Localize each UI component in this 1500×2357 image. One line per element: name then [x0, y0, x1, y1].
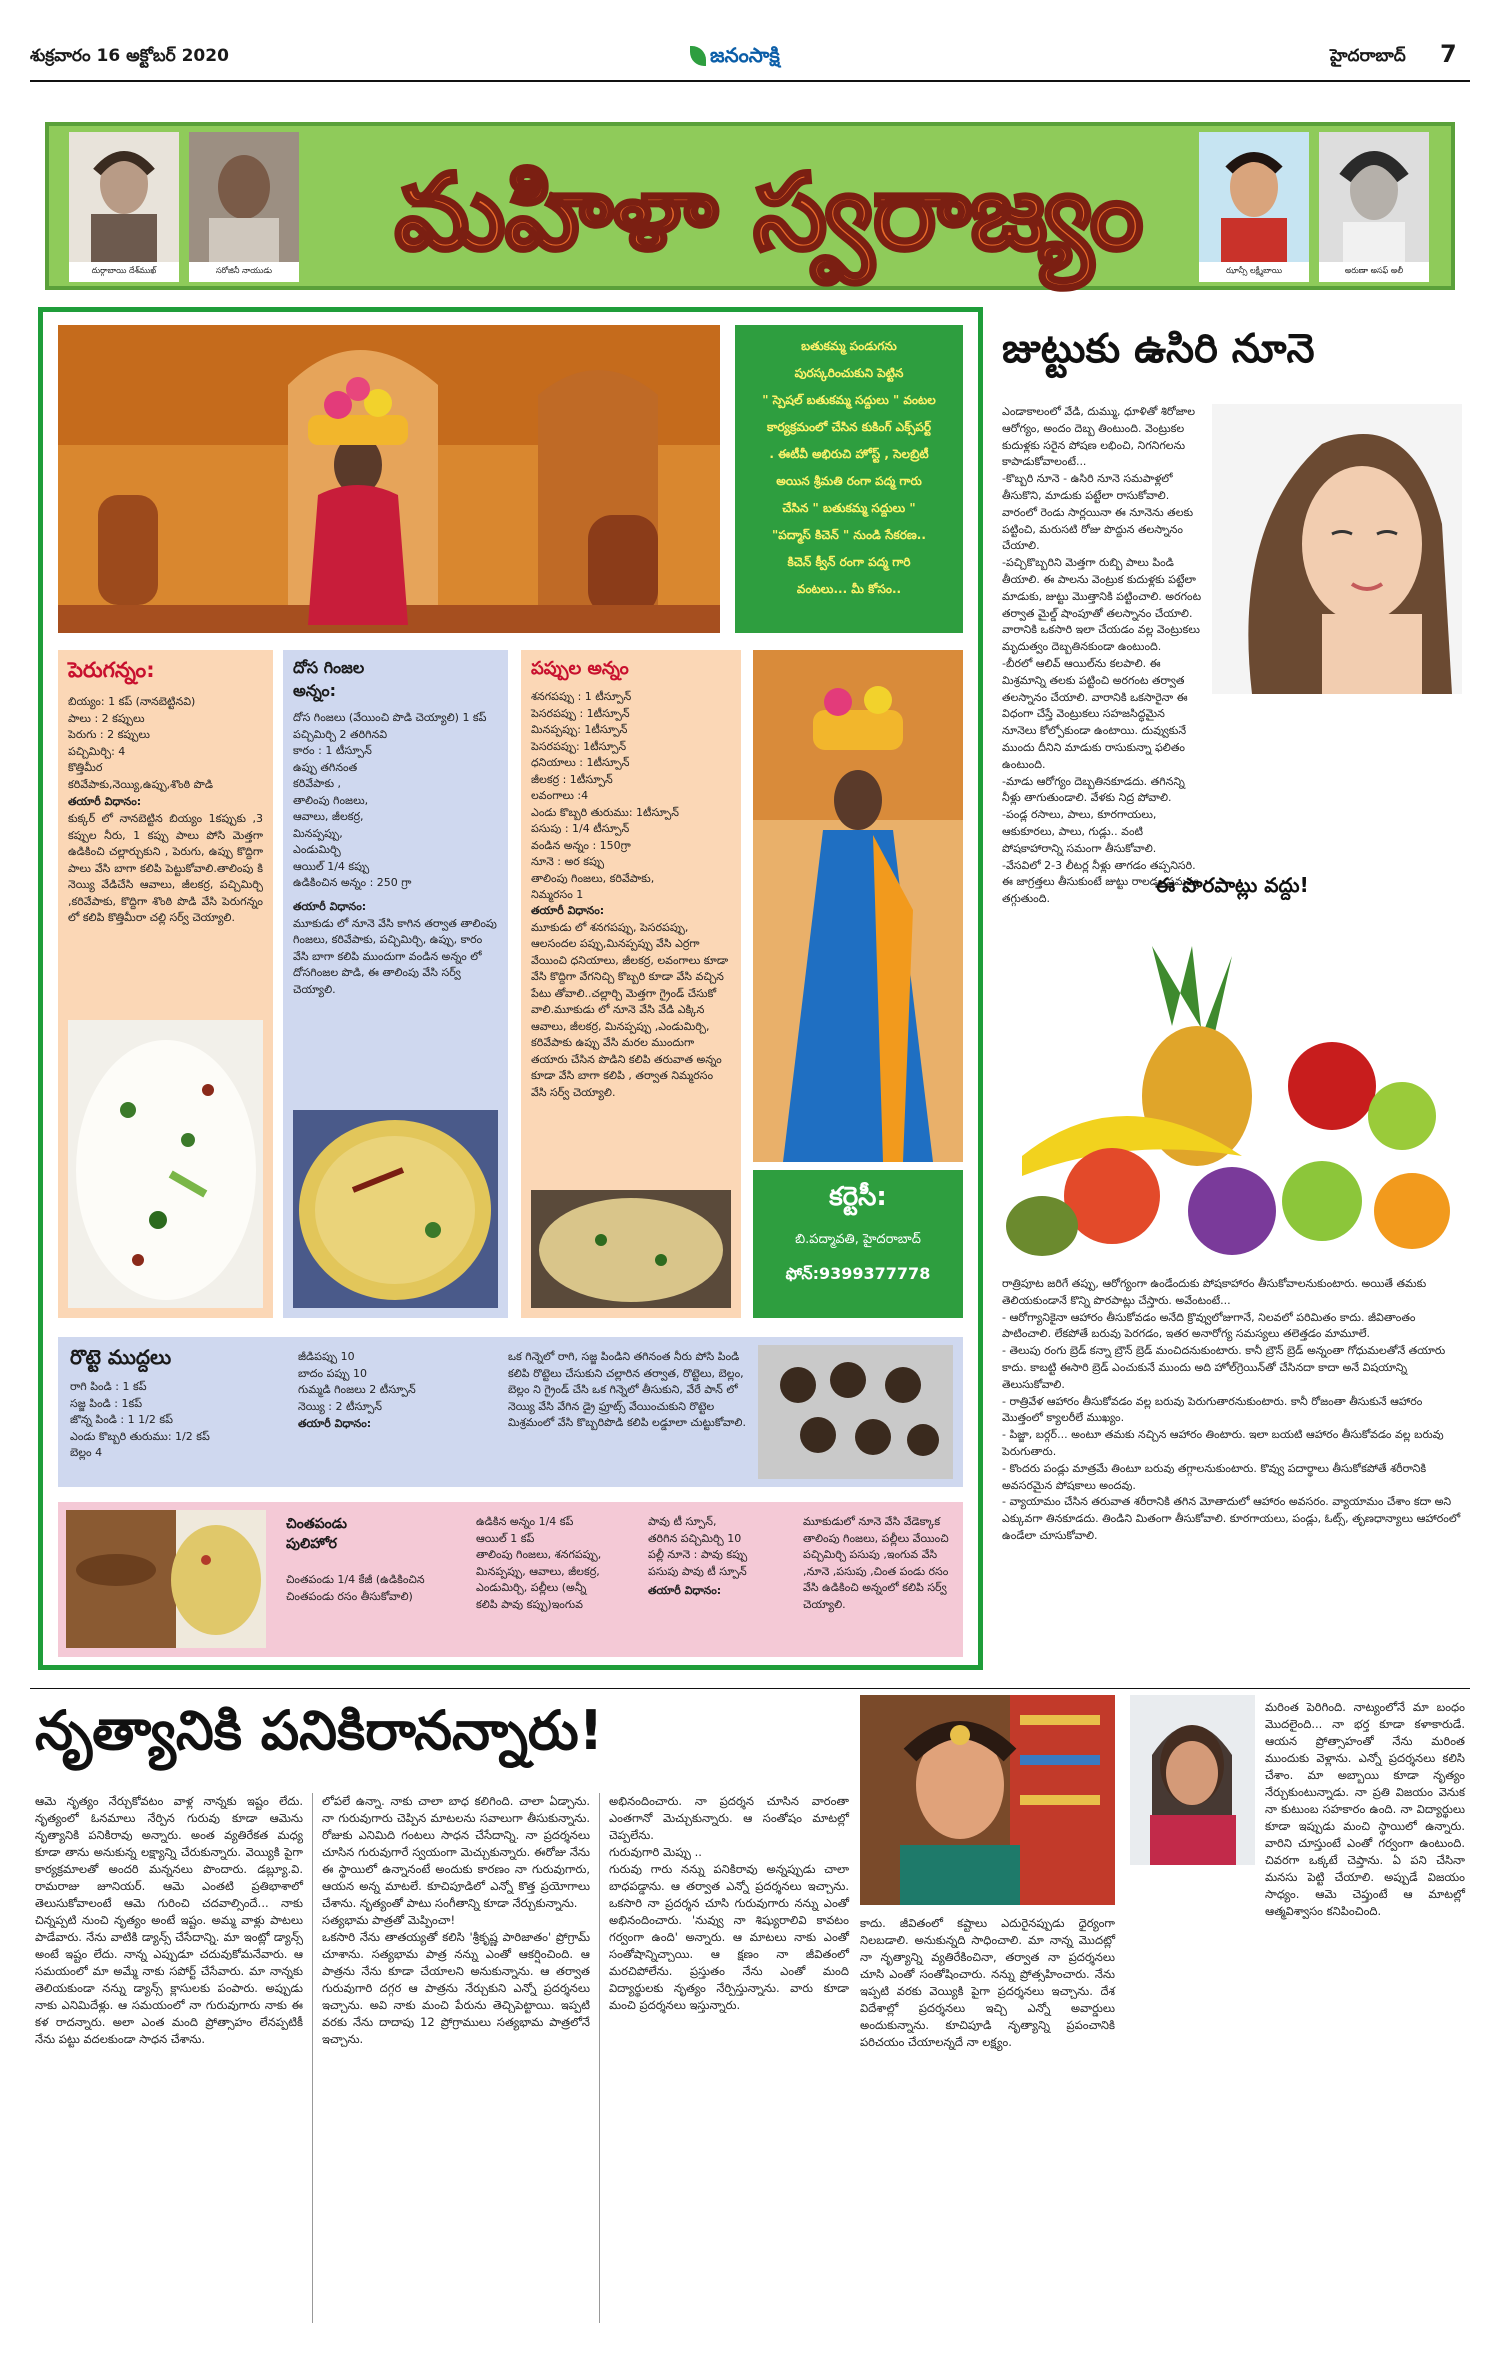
- curd-rice-photo: [68, 1020, 263, 1308]
- recipe-ingredients: చింతపండు 1/4 కేజీ (ఉడికించిన చింతపండు రసం తీసుకోవాలి): [286, 1573, 425, 1603]
- dance-article-col3: అభినందించారు. నా ప్రదర్శన చూసిన వారంతా ఎంతగానో మెచ్చుకున్నారు. ఆ సంతోషం మాటల్లో చెప్పలేను. గురువుగారి మెప్పు .. గురువు గారు నన్ను పనికిరావు అన్నప్పుడు చాలా బాధపడ్డాను. ఆ తర్వాత ఎన్నో ప్రదర్శనలు ఇచ్చాను. ఒకసారి నా ప్రదర్శన చూసి గురువుగారు నన్ను ఎంతో అభినందించారు. 'నువ్వు నా శిష్యురాలివి కావటం గర్వంగా ఉంది' అన్నారు. ఆ మాటలు నాకు ఎంతో సంతోషాన్నిచ్చాయి. ఆ క్షణం నా జీవితంలో మరచిపోలేను. ప్రస్తుతం నేను ఎంతో మంది విద్యార్థులకు నృత్యం నేర్పిస్తున్నాను. వారు కూడా మంచి ప్రదర్శనలు ఇస్తున్నారు.: [609, 1794, 849, 2012]
- portrait-4-image: [1319, 132, 1429, 262]
- paper-name: జనంసాక్షి: [710, 43, 780, 67]
- recipe-method-label: తయారీ విధానం:: [293, 899, 367, 913]
- header-date: శుక్రవారం 16 అక్టోబర్ 2020: [30, 46, 229, 66]
- recipe-title: పెరుగన్నం:: [68, 658, 155, 682]
- recipe-method: ఒక గిన్నెలో రాగి, సజ్జ పిండిని తగినంత నీరు పోసి పిండి కలిపి రొట్టెలు చేసుకుని చల్లారిన తర్వాత, రొట్టెలు, బెల్లం, బెల్లం ని గ్రైండ్ చేసి ఒక గిన్నెలో తీసుకుని, వేరే పాన్ లో నెయ్యి వేసి వేగిన డ్రై ఫ్రూట్స్ వేయించుకుని రొట్టెల మిశ్రమంలో వేసి కొబ్బరిపొడి కలిపి లడ్డూలా చుట్టుకోవాలి.: [508, 1350, 746, 1429]
- credit-box: [753, 1170, 963, 1318]
- recipe-curd-rice: [58, 650, 273, 1318]
- portrait-2: [189, 132, 299, 282]
- header-city: హైదరాబాద్: [1330, 46, 1406, 66]
- banner-title-svg: [319, 126, 1219, 286]
- pulihora-photo: [66, 1510, 266, 1648]
- paper-logo: [690, 40, 820, 74]
- recipe-method-label: తయారీ విధానం:: [531, 903, 605, 917]
- section-divider: [30, 1688, 1470, 1689]
- dosa-rice-photo: [293, 1110, 498, 1308]
- logo-leaf-icon: [690, 46, 706, 66]
- recipe-title: పప్పుల అన్నం: [531, 658, 629, 679]
- banner-title: మహిళా స్వరాజ్యం: [395, 151, 1143, 273]
- recipe-method-label: తయారీ విధానం:: [68, 795, 142, 808]
- recipe-method: మూకుడు లో శనగపప్పు, పెసరపప్పు, ఆలసందల పప్పు,మినప్పప్పు వేసి ఎర్రగా వేయించి ధనియాలు, జీలకర్ర, లవంగాలు కూడా వేసి కొద్దిగా వేగనిచ్చి కొబ్బరి కూడా వేసి వచ్చిన పేటు తోవాలి..చల్లార్చి మెత్తగా గ్రైండ్ చేసుకో వాలి.మూకుడు లో నూనె వేసి వేడి ఎక్కిన ఆవాలు, జీలకర్ర, మినప్పప్పు ,ఎండుమిర్చి, కరివేపాకు ఉప్పు వేసి మరల ముందుగా తయారు చేసిన పొడిని కలిపి తరువాత అన్నం కూడా వేసి బాగా కలిపి , తర్వాత నిమ్మరసం వేసి సర్వ్ చెయ్యాలి.: [531, 920, 729, 1099]
- recipes-intro: [735, 325, 963, 633]
- hair-article: [997, 318, 1467, 1678]
- recipe-ingredients-2: ఉడికిన అన్నం 1/4 కప్ ఆయిల్ 1 కప్ తాలింపు గింజలు, శనగపప్పు, మినప్పప్పు, ఆవాలు, జీలకర్ర, ఎండుమిర్చి, పల్లీలు (అన్నీ కలిపి పావు కప్పు)ఇంగువ: [476, 1515, 602, 1611]
- recipe-method: మూకుడు లో నూనె వేసి కాగిన తర్వాత తాలింపు గింజలు, కరివేపాకు, పచ్చిమిర్చి, ఉప్పు, కారం వేసి బాగా కలిపి ముందుగా వండిన అన్నం లో దోసగింజల పొడి, ఈ తాలింపు వేసి సర్వ్ చెయ్యాలి.: [293, 916, 497, 996]
- page-number: 7: [1440, 40, 1457, 68]
- dance-article-col2: లోపలే ఉన్నా. నాకు చాలా బాధ కలిగింది. చాలా ఏడ్చాను. నా గురువుగారు చెప్పిన మాటలను సవాలుగా తీసుకున్నాను. రోజుకు ఎనిమిది గంటలు సాధన చేసేదాన్ని. నా ప్రదర్శనలు చూసిన గురువుగారే స్వయంగా మెచ్చుకున్నారు. ఈరోజు నేను ఈ స్థాయిలో ఉన్నానంటే అందుకు కారణం నా గురువుగారు, ఆయన అన్న మాటలే. కూచిపూడిలో ఎన్నో కొత్త ప్రయోగాలు చేశాను. నృత్యంతో పాటు సంగీతాన్ని కూడా నేర్చుకున్నాను. సత్యభామ పాత్రతో మెప్పించా! ఒకసారి నేను తాతయ్యతో కలిసి 'శ్రీకృష్ణ పారిజాతం' ప్రోగ్రామ్‌ చూశాను. సత్యభామ పాత్ర నన్ను ఎంతో ఆకర్షించింది. ఆ పాత్రను నేను కూడా చేయాలని అనుకున్నాను. ఆ తర్వాత గురువుగారి దగ్గర ఆ పాత్రను నేర్చుకుని ఎన్నో ప్రదర్శనలు ఇచ్చాను. అవి నాకు మంచి పేరును తెచ్చిపెట్టాయి. ఇప్పటి వరకు నేను దాదాపు 12 ప్రోగ్రాములు సత్యభామ పాత్రలోనే ఇచ్చాను.: [322, 1794, 590, 2046]
- recipe-ingredients-2: జీడిపప్పు 10 బాదం పప్పు 10 గుమ్మడి గింజలు 2 టీస్పూన్ నెయ్యి : 2 టీస్పూన్: [298, 1350, 416, 1413]
- portrait-2-caption: సరోజినీ నాయుడు: [215, 266, 273, 275]
- credit-phone: ఫోన్:9399377778: [785, 1264, 931, 1283]
- recipe-ingredients: దోస గింజలు (వేయించి పొడి చెయ్యాలి) 1 కప్ పచ్చిమిర్చి 2 తరిగినవి కారం : 1 టీస్పూన్ ఉప్పు తగినంత కరివేపాకు , తాలింపు గింజలు, ఆవాలు, జీలకర్ర, మినప్పప్పు, ఎండుమిర్చి ఆయిల్ 1/4 కప్పు ఉడికించిన అన్నం : 250 గ్రా: [293, 711, 487, 889]
- portrait-4: [1319, 132, 1429, 282]
- recipe-title: దోస గింజల: [293, 658, 365, 677]
- portrait-1: [69, 132, 179, 282]
- credit-name: బి.పద్మావతి, హైదరాబాద్: [795, 1232, 921, 1247]
- dancer-photo-2: [1130, 1695, 1255, 1865]
- recipe-method: మూకుడులో నూనె వేసి వేడెక్కాక తాలింపు గింజలు, పల్లీలు వేయించి పచ్చిమిర్చి పసుపు ,ఇంగువ వేసి ,నూనె ,పసుపు ,చింత పండు రసం వేసి ఉడికించి అన్నంలో కలిపి సర్వ్ చెయ్యాలి.: [803, 1515, 949, 1611]
- page-header: [30, 40, 1470, 80]
- hair-article-subheading: ఈ పొరపాట్లు వద్దు!: [1155, 873, 1309, 897]
- host-kitchen-photo: [58, 325, 720, 633]
- portrait-2-image: [189, 132, 299, 262]
- recipe-title: రొట్టె ముద్దలు: [70, 1345, 172, 1369]
- dancer-photo-1: [860, 1695, 1115, 1905]
- recipes-intro-text: బతుకమ్మ పండుగను పురస్కరించుకుని పెట్టిన " స్పెషల్ బతుకమ్మ సద్దులు " వంటల కార్యక్రమంలో చేసిన కుకింగ్ ఎక్స్‌పర్ట్ . ఈటీవీ అభిరుచి హోస్ట్ , సెలబ్రిటీ అయిన శ్రీమతి రంగా పద్మ గారు చేసిన " బతుకమ్మ సద్దులు " "పద్మాస్ కిచెన్ " నుండి సేకరణ.. కిచెన్ క్వీన్ రంగా పద్మ గారి వంటలు... మీ కోసం..: [762, 339, 936, 596]
- recipe-ingredients: రాగి పిండి : 1 కప్ సజ్జ పిండి : 1కప్ జొన్న పిండి : 1 1/2 కప్ ఎండు కొబ్బరి తురుము: 1/2 కప్ బెల్లం 4: [70, 1380, 210, 1459]
- host-portrait-photo: [753, 650, 963, 1162]
- portrait-3-image: [1199, 132, 1309, 262]
- column-divider: [312, 1793, 313, 2323]
- dance-article-col5: మరింత పెరిగింది. నాట్యంలోనే మా బంధం మొదలైంది... నా భర్త కూడా కళాకారుడే. ఆయన ప్రోత్సాహంతో నేను మరింత ముందుకు వెళ్లాను. ఎన్నో ప్రదర్శనలు కలిసి చేశాం. మా అబ్బాయి కూడా నృత్యం నేర్చుకుంటున్నాడు. నా ప్రతి విజయం వెనుక నా కుటుంబ సహకారం ఉంది. నా విద్యార్థులు కూడా ఇప్పుడు మంచి స్థాయిలో ఉన్నారు. వారిని చూస్తుంటే ఎంతో గర్వంగా ఉంటుంది. చివరగా ఒక్కటే చెప్తాను. ఏ పని చేసినా మనసు పెట్టి చేయాలి. అప్పుడే విజయం సాధ్యం. ఆమె చెప్తుంటే ఆ మాటల్లో ఆత్మవిశ్వాసం కనిపించింది.: [1265, 1700, 1465, 1918]
- hair-article-body-2: రాత్రిపూట జరిగే తప్పు, ఆరోగ్యంగా ఉండేందుకు పోషకాహారం తీసుకోవాలనుకుంటారు. అయితే తమకు తెలియకుండానే కొన్ని పొరపాట్లు చేస్తారు. అవేంటంటే... - ఆరోగ్యానికైనా ఆహారం తీసుకోవడం అనేది క్రొవ్వులోజుగానే, నిలవలో పరిమితం కాదు. జీవితాంతం పాటించాలి. లేకపోతే బరువు పెరగడం, ఇతర అనారోగ్య సమస్యలు తలెత్తడం మామూలే. - తెలుపు రంగు బ్రెడ్ కన్నా బ్రౌన్ బ్రెడ్ మంచిదనుకుంటారు. కానీ బ్రౌన్ బ్రెడ్ అన్నంతా గోధుమలతోనే తయారు కాదు. కాబట్టి ఈసారి బ్రెడ్ ఎంచుకునే ముందు అది హోల్‌గ్రెయిన్‌తో చేసినదా కాదా అనే విషయాన్ని తెలుసుకోవాలి. - రాత్రివేళ ఆహారం తీసుకోవడం వల్ల బరువు పెరుగుతారనుకుంటారు. కానీ రోజంతా తీసుకునే ఆహారం మొత్తంలో క్యాలరీలే ముఖ్యం. - పిజ్జా, బర్గర్‌... అంటూ తమకు నచ్చిన ఆహారం తింటారు. ఇలా బయటి ఆహారం తీసుకోవడం వల్ల బరువు పెరుగుతారు. - కొందరు పండ్లు మాత్రమే తింటూ బరువు తగ్గాలనుకుంటారు. కొవ్వు పదార్థాలు తీసుకోకపోతే శరీరానికి అవసరమైన పోషకాలు అందవు. - వ్యాయామం చేసిన తరువాత శరీరానికి తగిన మోతాదులో ఆహారం అవసరం. వ్యాయామం చేశాం కదా అని ఎక్కువగా తినకూడదు. తిండిని మితంగా తీసుకోవాలి. కూరగాయలు, పండ్లు, ఓట్స్‌, తృణధాన్యాలు ఆహారంలో ఉండేలా చూసుకోవాలి.: [1002, 1277, 1461, 1542]
- portrait-3-caption: ఝాన్సీ లక్ష్మీబాయి: [1225, 266, 1283, 275]
- recipe-ingredients: బియ్యం: 1 కప్ (నానబెట్టినవి) పాలు : 2 కప్పులు పెరుగు : 2 కప్పులు పచ్చిమిర్చి: 4 కొత్తిమీర కరివేపాకు,నెయ్యి,ఉప్పు,శొంఠి పొడి: [68, 695, 214, 791]
- recipe-rotte-laddu: [58, 1337, 963, 1487]
- header-rule: [30, 80, 1470, 82]
- portrait-3: [1199, 132, 1309, 282]
- fruits-photo: [1002, 926, 1462, 1268]
- dance-article-title: నృత్యానికి పనికిరానన్నారు!: [35, 1699, 604, 1762]
- hair-article-title: జుట్టుకు ఉసిరి నూనె: [1002, 326, 1315, 372]
- recipe-ingredients: శనగపప్పు : 1 టీస్పూన్ పెసరపప్పు : 1టీస్పూన్ మినప్పప్పు: 1టీస్పూన్ పెసరపప్పు: 1టీస్పూన్ ధనియాలు : 1టీస్పూన్ జీలకర్ర : 1టీస్పూన్ లవంగాలు :4 ఎండు కొబ్బరి తురుము: 1టీస్పూన్ పసుపు : 1/4 టీస్పూన్ వండిన అన్నం : 150గ్రా నూనె : అర కప్పు తాలింపు గింజలు, కరివేపాకు, నిమ్మరసం 1: [531, 690, 679, 901]
- rotte-laddu-photo: [758, 1345, 953, 1479]
- banner: [45, 122, 1455, 290]
- portrait-1-caption: దుర్గాబాయి దేశ్‌ముఖ్: [91, 266, 157, 275]
- dance-article-col1: ఆమె నృత్యం నేర్చుకోవటం వాళ్ల నాన్నకు ఇష్టం లేదు. నృత్యంలో ఓనమాలు నేర్పిన గురువు కూడా ఆమెను నృత్యానికి పనికిరావు అన్నారు. అంత వ్యతిరేకత మధ్య కూడా తాను అనుకున్న లక్ష్యాన్ని చేరుకున్నారు. వెయ్యికి పైగా కార్యక్రమాలతో అందరి మన్ననలు పొందారు. డబ్ల్యూ.వి. రామరాజు జూనియర్‌. ఆమె ఎంతటి ప్రతిభాశాలో తెలుసుకోవాలంటే ఆమె గురించి చదవాల్సిందే... నాకు చిన్నప్పటి నుంచి నృత్యం అంటే ఇష్టం. అమ్మ వాళ్లు పాటలు పాడేవారు. నేను వాటికి డ్యాన్స్‌ చేసేదాన్ని. మా ఇంట్లో డ్యాన్స్‌ అంటే ఇష్టం లేదు. నాన్న ఎప్పుడూ చదువుకోమనేవారు. ఆ సమయంలో మా అమ్మే నాకు సపోర్ట్‌ చేసేవారు. మా నాన్నకు తెలియకుండా నన్ను డ్యాన్స్‌ క్లాసులకు పంపారు. అప్పుడు నాకు ఎనిమిదేళ్లు. ఆ సమయంలో నా గురువుగారు నాకు ఈ కళ రాదన్నారు. అలా ఎంత మంది ప్రోత్సాహం లేనప్పటికీ నేను పట్టు వదలకుండా సాధన చేశాను.: [35, 1794, 303, 2046]
- recipe-method: కుక్కర్ లో నానబెట్టిన బియ్యం 1కప్పుకు ,3 కప్పుల నీరు, 1 కప్పు పాలు పోసి మెత్తగా ఉడికించి చల్లార్చుకుని , పెరుగు, ఉప్పు కొద్దిగా పాలు వేసి బాగా కలిపి పెట్టుకోవాలి.తాలింపు కి నెయ్యి వేడిచేసి ఆవాలు, జీలకర్ర, పచ్చిమిర్చి ,కరివేపాకు, కొద్దిగా శొంఠి పొడి వేసి పెరుగన్నం లో కలిపి కొత్తిమీరా చల్లి సర్వ్ చెయ్యాలి.: [68, 812, 263, 924]
- dance-article: [30, 1695, 1470, 2335]
- recipe-method-label: తయారీ విధానం:: [298, 1417, 372, 1430]
- column-divider: [599, 1793, 600, 2323]
- recipe-subtitle: అన్నం:: [293, 681, 337, 700]
- recipe-title: చింతపండు పులిహోర: [286, 1516, 347, 1552]
- dance-article-col4: కాదు. జీవితంలో కష్టాలు ఎదురైనప్పుడు ధైర్యంగా నిలబడాలి. అనుకున్నది సాధించాలి. మా నాన్న మొదట్లో నా నృత్యాన్ని వ్యతిరేకించినా, తర్వాత నా ప్రదర్శనలు చూసి ఎంతో సంతోషించారు. నన్ను ప్రోత్సహించారు. నేను ఇప్పటి వరకు వెయ్యికి పైగా ప్రదర్శనలు ఇచ్చాను. దేశ విదేశాల్లో ప్రదర్శనలు ఇచ్చి ఎన్నో అవార్డులు అందుకున్నాను. కూచిపూడి నృత్యాన్ని ప్రపంచానికి పరిచయం చేయాలన్నదే నా లక్ష్యం.: [860, 1916, 1115, 2049]
- recipe-tamarind-pulihora: [58, 1502, 963, 1657]
- recipes-section: [38, 307, 983, 1670]
- credit-title: కర్టెసీ:: [829, 1182, 887, 1212]
- hair-model-photo: [1212, 404, 1462, 694]
- pulses-rice-photo: [531, 1190, 731, 1308]
- recipe-pulses-rice: [521, 650, 741, 1318]
- portrait-4-caption: అరుణా అసఫ్ అలీ: [1344, 266, 1404, 275]
- recipe-ingredients-3: పావు టీ స్పూన్, తరిగిన పచ్చిమిర్చి 10 పల్లీ నూనె : పావు కప్పు పసుపు పావు టీ స్పూన్: [648, 1515, 748, 1578]
- hair-article-body: ఎండాకాలంలో వేడి, దుమ్ము, ధూళితో శిరోజాల ఆరోగ్యం, అందం దెబ్బ తింటుంది. వెంట్రుకల కుదుళ్లకు సరైన పోషణ లభించి, నిగనిగలను కాపాడుకోవాలంటే... -కొబ్బరి నూనె - ఉసిరి నూనె సమపాళ్లలో తీసుకొని, మాడుకు పట్టేలా రాసుకోవాలి. వారంలో రెండు సార్లయినా ఈ నూనెను తలకు పట్టించి, మరుసటి రోజు పొద్దున తలస్నానం చేయాలి. -పచ్చికొబ్బరిని మెత్తగా రుబ్బి పాలు పిండి తీయాలి. ఈ పాలను వెంట్రుక కుదుళ్లకు పట్టేలా మాడుకు, జుట్టు మొత్తానికి పట్టించాలి. అరగంట తర్వాత మైల్డ్ షాంపూతో తలస్నానం చేయాలి. వారానికి ఒకసారి ఇలా చేయడం వల్ల వెంట్రుకలు మృదుత్వం దెబ్బతినకుండా ఉంటుంది. -బీరలో ఆలివ్ ఆయిల్‌ను కలపాలి. ఈ మిశ్రమాన్ని తలకు పట్టించి అరగంట తర్వాత తలస్నానం చేయాలి. వారానికి ఒకసారైనా ఈ విధంగా చేస్తే వెంట్రుకలు సహజసిద్ధమైన నూనెలు కోల్పోకుండా ఉంటాయి. దువ్వుకునే ముందు దీనిని మాడుకు రాసుకున్నా ఫలితం ఉంటుంది. -మాడు ఆరోగ్యం దెబ్బతినకూడదు. తగినన్ని నీళ్లు తాగుతుండాలి. వేళకు నిద్ర పోవాలి. -పండ్ల రసాలు, పాలు, కూరగాయలు, ఆకుకూరలు, పాలు, గుడ్లు.. వంటి పోషకాహారాన్ని సమంగా తీసుకోవాలి. -వేసవిలో 2-3 లీటర్ల నీళ్లు తాగడం తప్పనిసరి. ఈ జాగ్రత్తలు తీసుకుంటే జుట్టు రాలడం సమస్య తగ్గుతుంది.: [1002, 405, 1202, 906]
- recipe-method-label: తయారీ విధానం:: [648, 1584, 722, 1597]
- recipe-dosa-seeds-rice: [283, 650, 508, 1318]
- portrait-1-image: [69, 132, 179, 262]
